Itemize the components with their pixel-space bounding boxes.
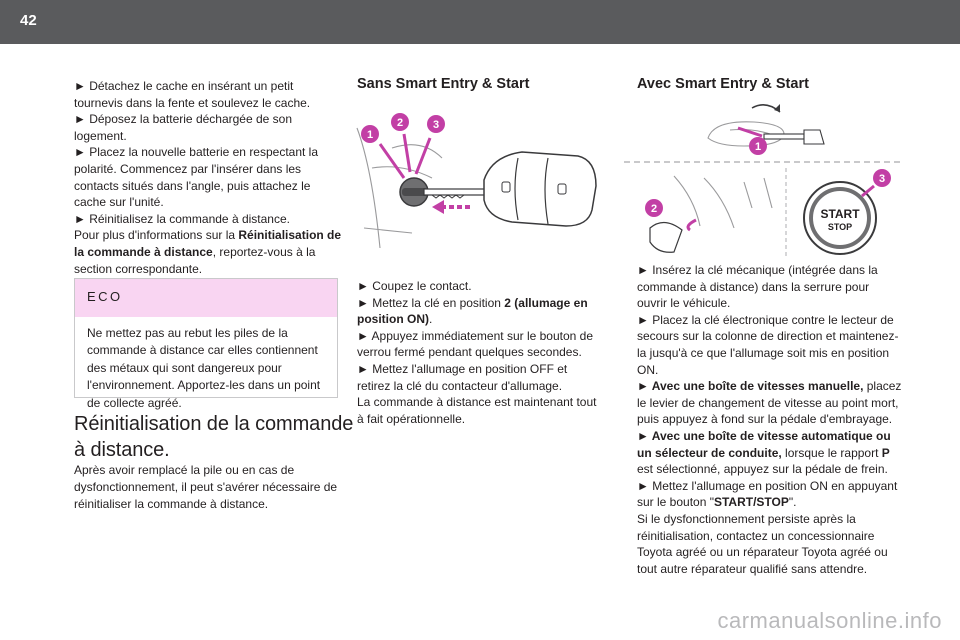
callout-2-label: 2 [396, 117, 404, 129]
stop-label: STOP [827, 222, 853, 232]
section-intro: Après avoir remplacé la pile ou en cas de dysfonctionnement, il peut s'avérer nécessaire de réinitialiser la commande à distance. [74, 463, 338, 511]
step-reset-remote: ► Réinitialisez la commande à distance. [74, 211, 290, 226]
step-press-lock: ► Appuyez immédiatement sur le bouton de verrou fermé pendant quelques secondes. [357, 328, 594, 360]
start-stop-bold: START/STOP [713, 495, 789, 510]
watermark: carmanualsonline.info [717, 608, 942, 633]
callout-3-label: 3 [432, 119, 440, 131]
operational-note: La commande à distance est maintenant tout à fait opérationnelle. [357, 395, 597, 426]
smart-key-fob [650, 222, 682, 252]
callout-1 [361, 125, 379, 143]
automatic-gearbox-end: est sélectionné, appuyez sur la pédale de frein. [637, 462, 888, 477]
insert-key-arrow [738, 128, 762, 136]
reference-note-end: , reportez-vous à la section correspondante. [74, 244, 316, 276]
manual-gearbox-text: placez le levier de changement de vitesse au point mort, puis appuyez à fond sur la pédale d'embrayage. [637, 379, 902, 427]
eco-title: ECO [75, 279, 337, 317]
insert-arrow-head [432, 200, 444, 214]
callout-2 [645, 199, 663, 217]
page-header [0, 0, 960, 44]
reference-note-text: Pour plus d'informations sur la [74, 228, 239, 243]
page-number: 42 [20, 12, 37, 29]
reset-instructions-with-smart-entry [637, 262, 902, 577]
callout-3 [873, 169, 891, 187]
reference-note [74, 227, 342, 277]
step-start-stop [637, 478, 902, 511]
step-insert-battery: ► Placez la nouvelle batterie en respectant la polarité. Commencez par l'insérer dans les contacts situés dans l'angle, puis attachez le cache sur l'unité. [74, 145, 319, 210]
step-key-position-text: ► Mettez la clé en position [357, 295, 505, 310]
arrow-position-3 [416, 138, 430, 174]
callout-3-label: 3 [878, 173, 886, 185]
step-manual-gearbox [637, 378, 902, 428]
callout-3 [427, 115, 445, 133]
callout-2 [391, 113, 409, 131]
reset-instructions-without-smart-entry [357, 278, 597, 427]
eco-notice [74, 278, 338, 410]
manual-gearbox-bold: ► Avec une boîte de vitesses manuelle, [637, 379, 864, 394]
callout-2-label: 2 [650, 203, 658, 215]
callout-1-label: 1 [366, 129, 374, 141]
contact-dealer-note: Si le dysfonctionnement persiste après la réinitialisation, contactez un concessionnaire Toyota agréé ou un réparateur Toyota agréé ou tout autre réparateur qualifié sans attendre. [637, 511, 888, 576]
callout-1 [749, 137, 767, 155]
step-remove-key: ► Mettez l'allumage en position OFF et retirez la clé du contacteur d'allumage. [357, 361, 568, 393]
dashed-divider [624, 161, 900, 163]
section-title: Réinitialisation de la commande à distance. [74, 413, 354, 461]
step-remove-battery: ► Déposez la batterie déchargée de son logement. [74, 112, 293, 143]
steering-column-line-art [674, 176, 772, 228]
step-ignition-off: ► Coupez le contact. [357, 279, 472, 293]
turn-arrows [380, 134, 430, 178]
step-place-electronic-key: ► Placez la clé électronique contre le lecteur de secours sur la colonne de direction et maintenez-la jusqu'à ce que l'allumage soit mis en position ON. [637, 312, 899, 377]
place-key-arrow [688, 220, 696, 230]
door-lock-key-illustration [634, 100, 900, 160]
start-label: START [820, 207, 860, 221]
start-stop-text: ► Mettez l'allumage en position ON en appuyant sur le bouton " [637, 478, 898, 510]
eco-text: Ne mettez pas au rebut les piles de la commande à distance car elles contiennent des métaux qui sont dangereux pour l'environnement. Apportez-les dans un point de collecte agréé. [87, 326, 321, 410]
step-key-position-end: . [429, 312, 433, 327]
arrow-position-1 [380, 144, 404, 178]
mechanical-key-blade [764, 134, 804, 139]
step-remove-cover: ► Détachez le cache en insérant un petit tournevis dans la fente et soulevez le cache. [74, 79, 311, 110]
key-ignition-illustration [352, 108, 598, 268]
reference-note-link: Réinitialisation de la commande à distance [74, 228, 342, 259]
dashboard-line-art [357, 128, 442, 248]
subtitle-without-smart-entry: Sans Smart Entry & Start [357, 76, 530, 92]
arrow-position-2 [404, 134, 410, 172]
step-key-position-2 [357, 295, 597, 328]
automatic-gearbox-text: lorsque le rapport [781, 445, 882, 460]
gear-p: P [881, 445, 890, 460]
start-stop-illustration [634, 168, 900, 258]
automatic-gearbox-bold: ► Avec une boîte de vitesse automatique ou un sélecteur de conduite, [637, 428, 891, 460]
step-insert-mechanical-key: ► Insérez la clé mécanique (intégrée dans la commande à distance) dans la serrure pour ouvrir le véhicule. [637, 263, 878, 311]
battery-instructions [74, 78, 342, 277]
subtitle-with-smart-entry: Avec Smart Entry & Start [637, 76, 809, 92]
step-automatic-gearbox [637, 428, 902, 478]
key-blade [424, 189, 486, 198]
mechanical-key-head [804, 130, 824, 144]
callout-1-label: 1 [754, 141, 762, 153]
start-stop-end: ". [788, 495, 797, 510]
step-key-position-bold: 2 (allumage en position ON) [357, 295, 588, 327]
remote-key-fob [484, 152, 596, 226]
